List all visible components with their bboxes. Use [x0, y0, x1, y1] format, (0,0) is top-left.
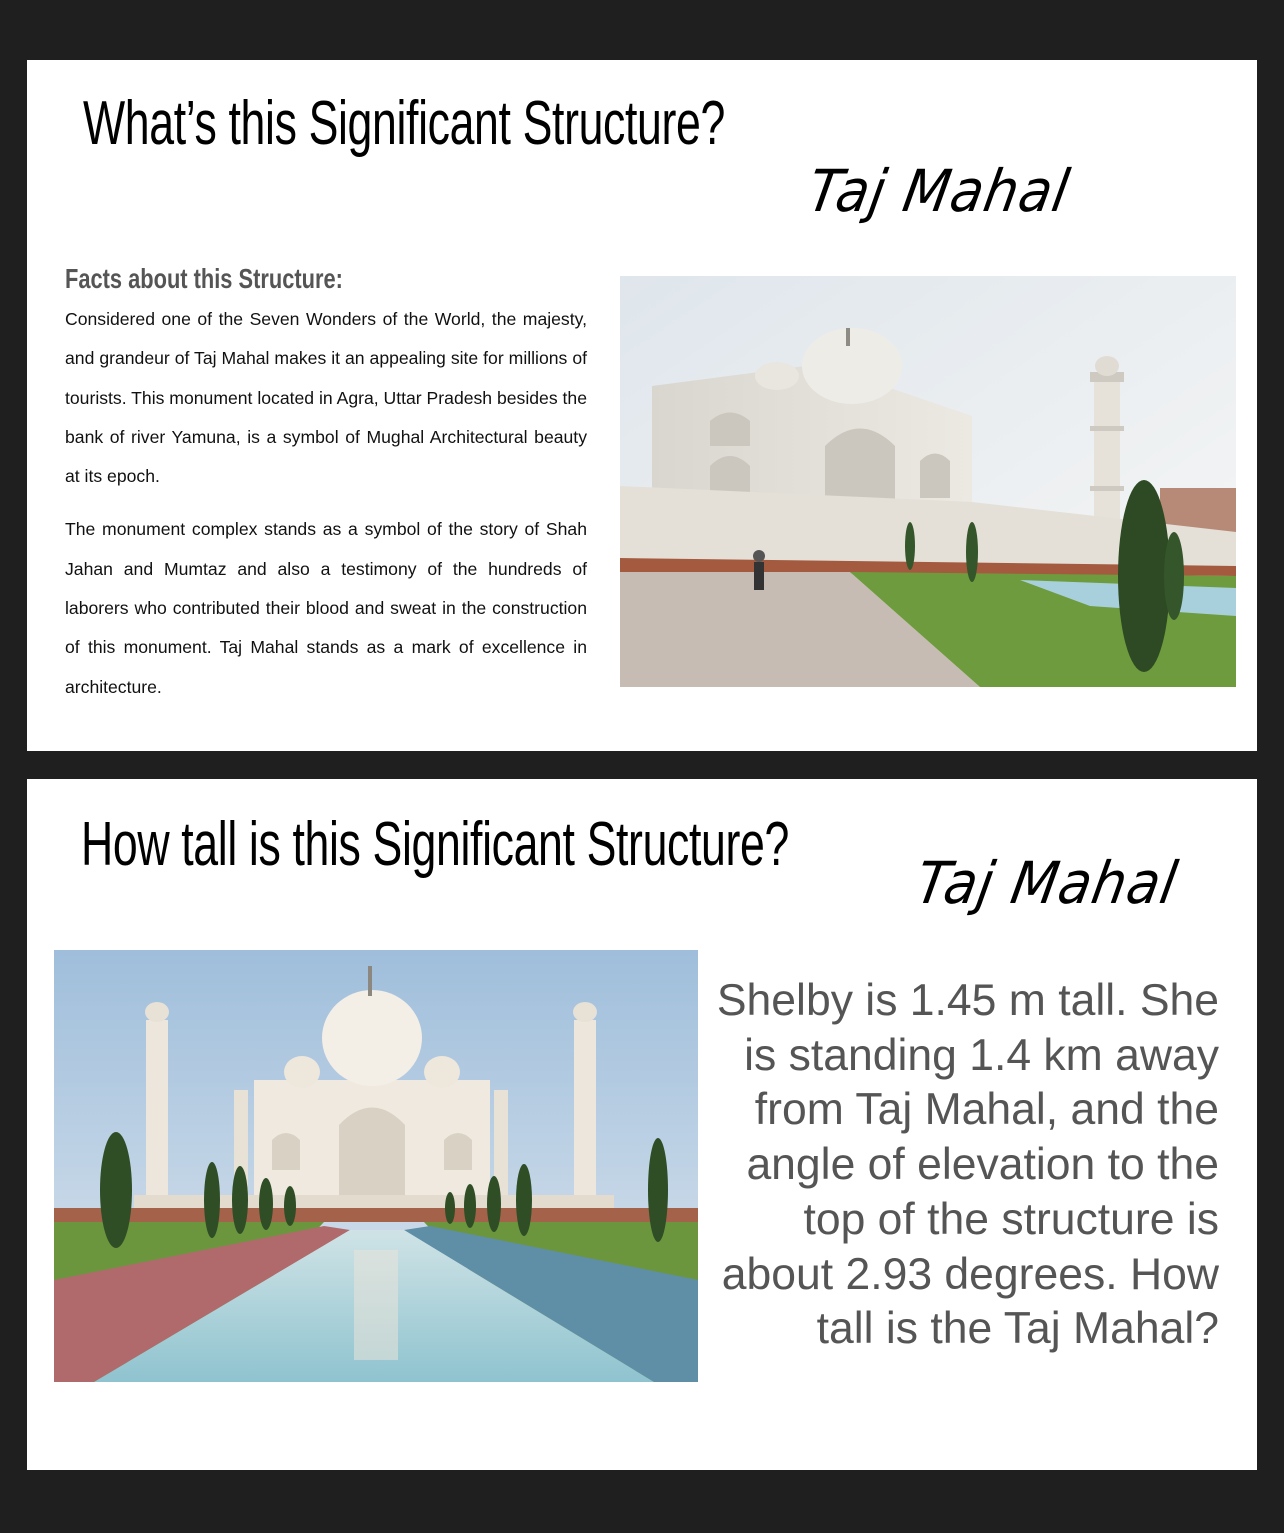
slide-title: How tall is this Significant Structure?	[81, 810, 789, 879]
facts-paragraph: The monument complex stands as a symbol of the story of Shah Jahan and Mumtaz and also a testimony of the hundreds of laborers who contributed their blood and sweat in the construction of this monument. Taj Mahal stands as a mark of excellence in architecture.	[65, 519, 587, 697]
facts-text	[65, 300, 587, 721]
height-question: Shelby is 1.45 m tall. She is standing 1.4 km away from Taj Mahal, and the angle of elevation to the top of the structure is about 2.93 degrees. How tall is the Taj Mahal?	[716, 976, 1219, 1354]
facts-paragraph: Considered one of the Seven Wonders of the World, the majesty, and grandeur of Taj Mahal makes it an appealing site for millions of tourists. This monument located in Agra, Uttar Pradesh besides the bank of river Yamuna, is a symbol of Mughal Architectural beauty at its epoch.	[65, 309, 587, 487]
taj-mahal-side-photo	[620, 276, 1236, 687]
handwritten-answer: Taj Mahal	[911, 849, 1183, 917]
slide-how-tall	[27, 779, 1257, 1470]
facts-heading: Facts about this Structure:	[65, 263, 343, 294]
slide-what-structure	[27, 60, 1257, 751]
taj-mahal-front-photo	[54, 950, 698, 1382]
handwritten-answer: Taj Mahal	[803, 157, 1075, 225]
slide-title: What’s this Significant Structure?	[83, 89, 725, 158]
